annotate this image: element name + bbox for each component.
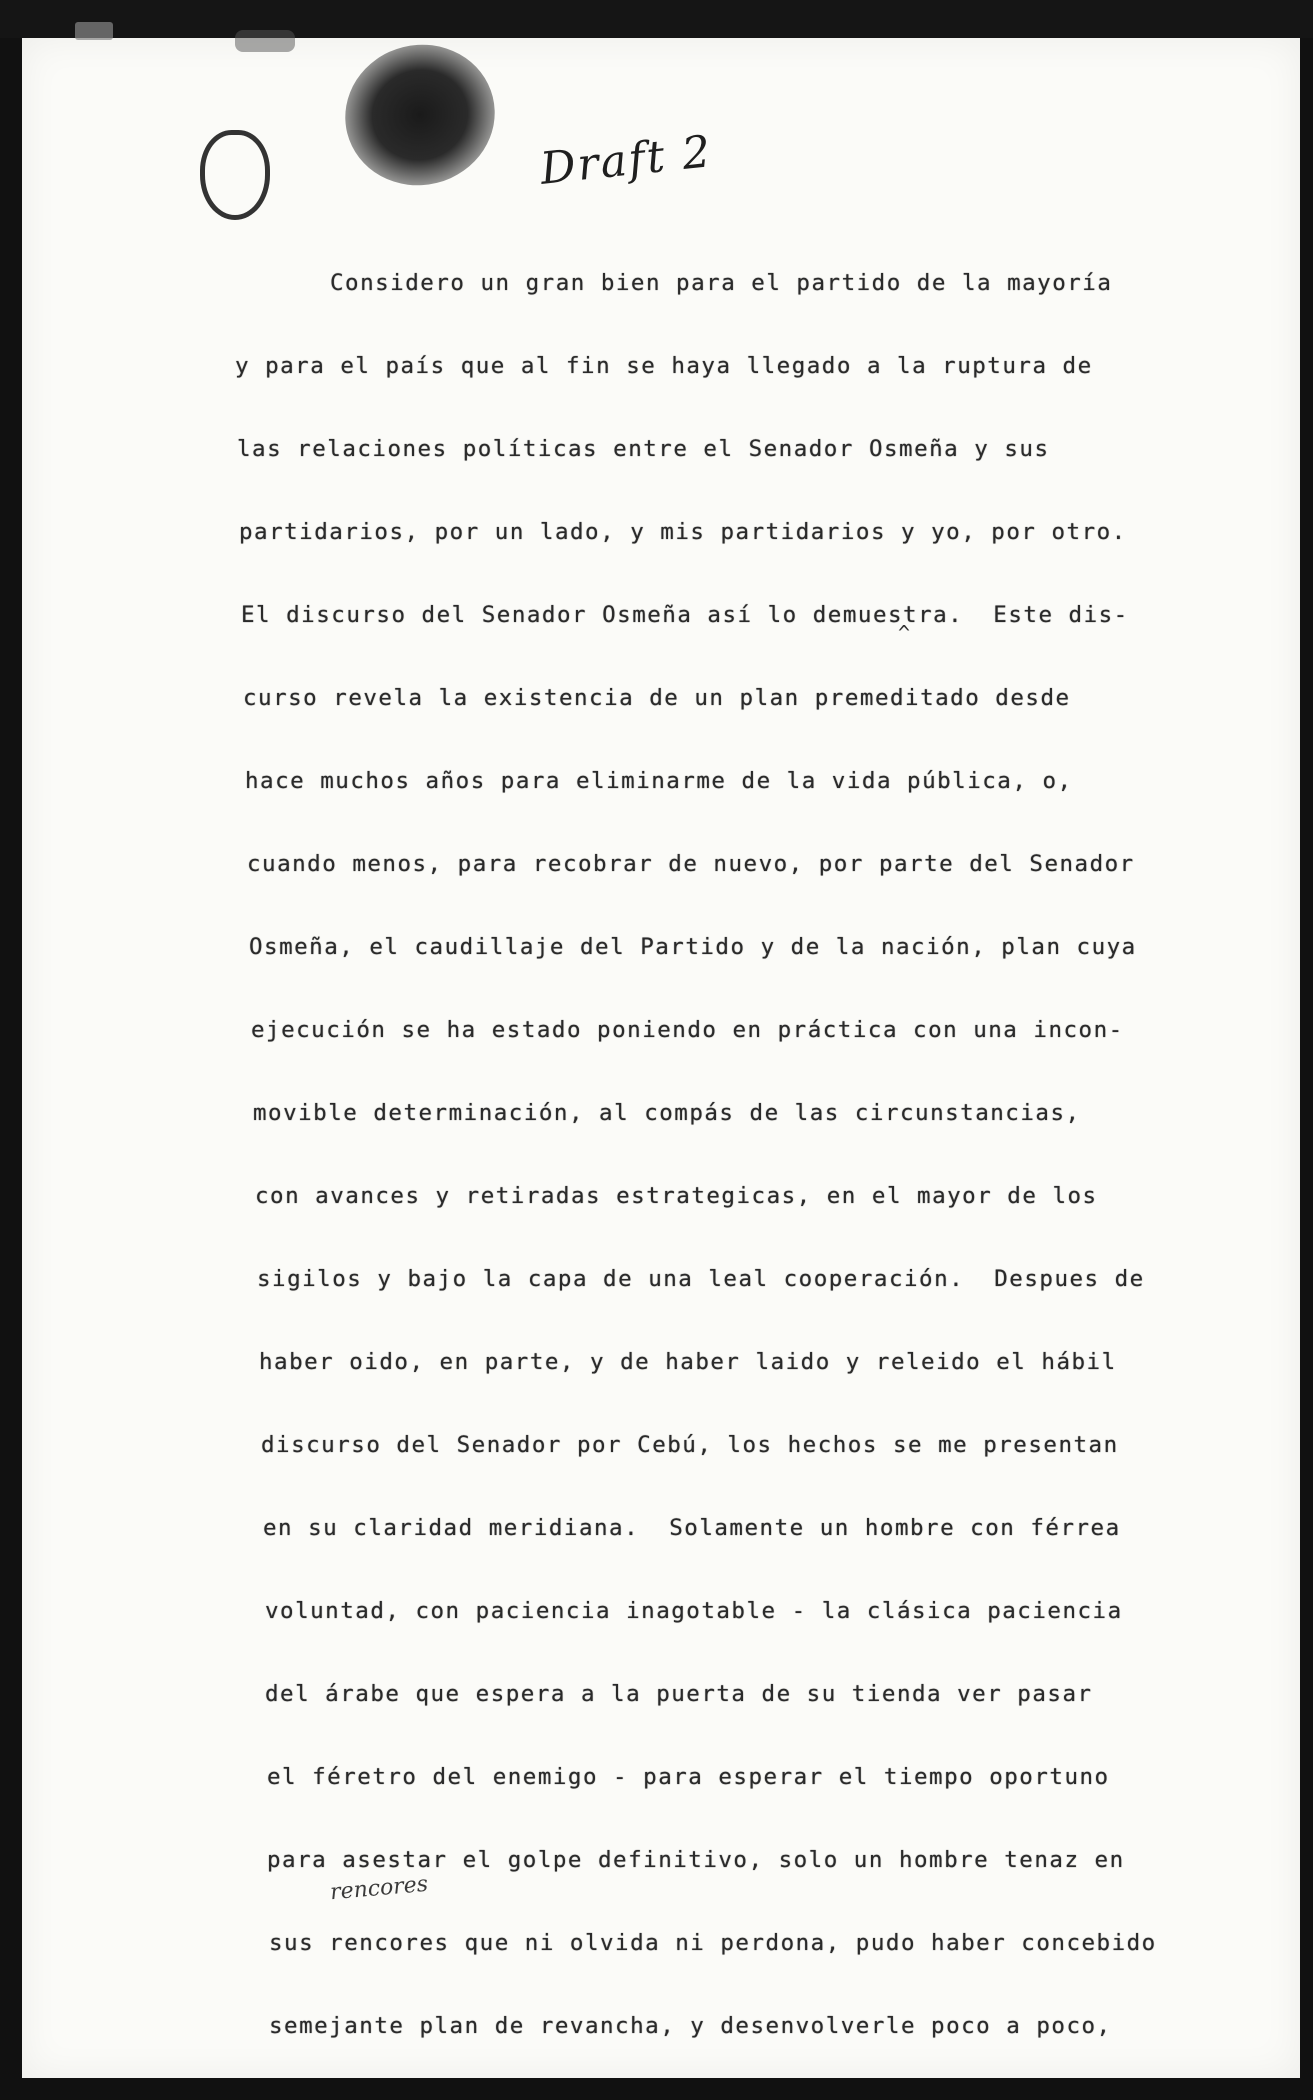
text-line: semejante plan de revancha, y desenvolverle poco a poco,: [269, 2013, 1112, 2039]
text-line: discurso del Senador por Cebú, los hechos se me presentan: [261, 1432, 1119, 1458]
text-line: para asestar el golpe definitivo, solo un hombre tenaz en: [267, 1847, 1125, 1873]
handwritten-correction: rencores: [329, 1871, 430, 1906]
text-line: sigilos y bajo la capa de una leal cooperación. Despues de: [257, 1266, 1145, 1292]
ink-smudge: [235, 30, 295, 52]
text-line: cuando menos, para recobrar de nuevo, por parte del Senador: [247, 851, 1135, 877]
text-line: las relaciones políticas entre el Senador Osmeña y sus: [237, 436, 1050, 462]
text-line: del árabe que espera a la puerta de su tienda ver pasar: [265, 1681, 1093, 1707]
text-line: movible determinación, al compás de las circunstancias,: [253, 1100, 1081, 1126]
insertion-caret: ^: [898, 621, 911, 645]
text-line: haber oido, en parte, y de haber laido y releido el hábil: [259, 1349, 1117, 1375]
text-line: El discurso del Senador Osmeña así lo demuestra. Este dis-: [241, 602, 1129, 628]
text-line: en su claridad meridiana. Solamente un hombre con férrea: [263, 1515, 1121, 1541]
text-line: ejecución se ha estado poniendo en práctica con una incon-: [251, 1017, 1124, 1043]
text-line: Considero un gran bien para el partido de la mayoría: [330, 270, 1113, 296]
text-line: hace muchos años para eliminarme de la vida pública, o,: [245, 768, 1073, 794]
text-line: voluntad, con paciencia inagotable - la clásica paciencia: [265, 1598, 1123, 1624]
text-line: partidarios, por un lado, y mis partidarios y yo, por otro.: [239, 519, 1127, 545]
scan-top-border: [0, 0, 1313, 38]
text-line: y para el país que al fin se haya llegado a la ruptura de: [235, 353, 1093, 379]
text-line: sus rencores que ni olvida ni perdona, pudo haber concebido: [269, 1930, 1157, 1956]
smudge-mark: [75, 22, 113, 40]
draft-handwritten-mark: Draft 2: [537, 126, 715, 195]
text-line: con avances y retiradas estrategicas, en el mayor de los: [255, 1183, 1098, 1209]
text-line: curso revela la existencia de un plan premeditado desde: [243, 685, 1071, 711]
text-line: Osmeña, el caudillaje del Partido y de la nación, plan cuya: [249, 934, 1137, 960]
text-line: el féretro del enemigo - para esperar el tiempo oportuno: [267, 1764, 1110, 1790]
stamp-mark: [200, 130, 270, 220]
